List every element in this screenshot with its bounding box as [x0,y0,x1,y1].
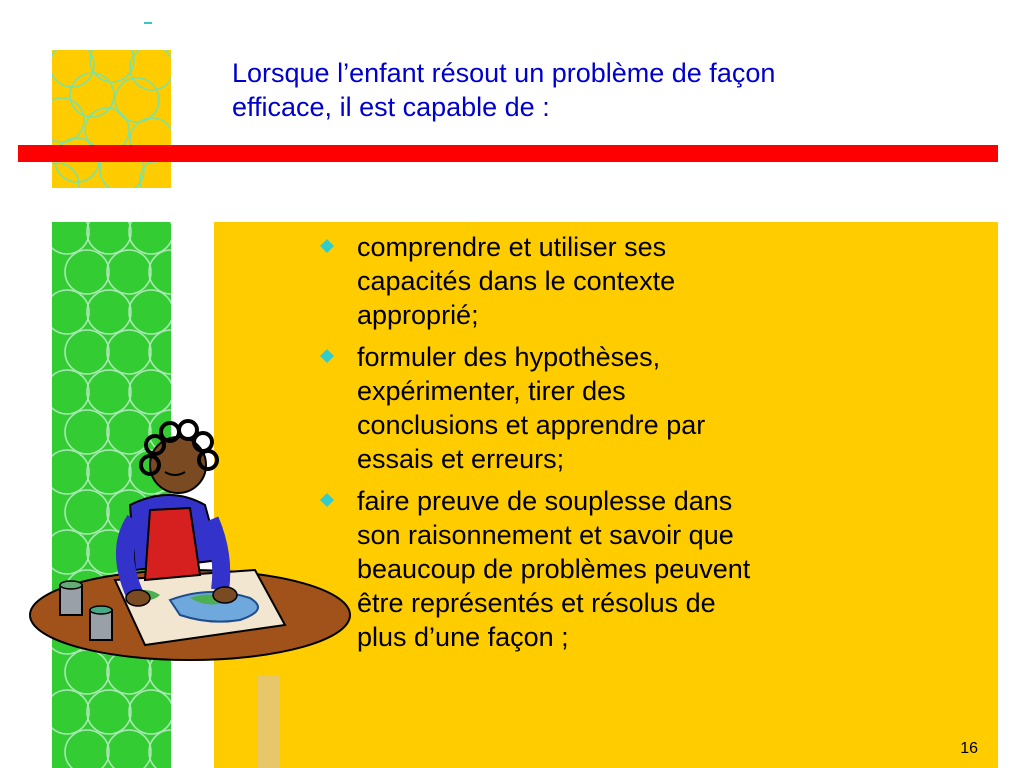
pattern-circle [87,290,131,334]
bullet-line: expérimenter, tirer des [357,376,626,406]
pattern-circle [107,330,151,374]
title-line-1: Lorsque l’enfant résout un problème de façon [232,58,776,88]
pattern-circle [87,222,131,254]
diamond-bullet-icon [320,239,334,253]
title-line-2: efficace, il est capable de : [232,92,550,122]
bullet-line: comprendre et utiliser ses [357,232,667,262]
title-underline-bar [18,145,998,162]
bullet-line: essais et erreurs; [357,444,565,474]
pattern-circle [87,690,131,734]
pattern-circle [65,730,109,768]
bullet-line: conclusions et apprendre par [357,410,706,440]
bullet-line: approprié; [357,300,479,330]
bullet-list [320,230,860,662]
bullet-line: beaucoup de problèmes peuvent [357,554,751,584]
pattern-circle [65,330,109,374]
pattern-circle [107,730,151,768]
bullet-line: formuler des hypothèses, [357,342,661,372]
list-item [320,484,860,654]
list-item [320,230,860,332]
diamond-bullet-icon [320,349,334,363]
decorative-dash [144,22,152,24]
slide-title [232,56,952,124]
pattern-circle [52,690,89,734]
child-painting-illustration [20,410,360,680]
pattern-circle [65,250,109,294]
bullet-line: être représentés et résolus de [357,588,716,618]
pattern-circle [52,222,89,254]
list-item [320,340,860,476]
pattern-circle [52,290,89,334]
pattern-circle [129,370,171,414]
bullet-line: son raisonnement et savoir que [357,520,734,550]
bullet-line: capacités dans le contexte [357,266,676,296]
decorative-yellow-circles-tile [52,50,171,188]
pattern-circle [129,222,171,254]
decorative-tan-rectangle [258,676,280,768]
pattern-circle [149,330,171,374]
circles-pattern-top [52,50,171,188]
pattern-circle [107,250,151,294]
pattern-circle [149,250,171,294]
pattern-circle [149,730,171,768]
bullet-line: faire preuve de souplesse dans [357,486,733,516]
pattern-circle [87,370,131,414]
pattern-circle [129,690,171,734]
pattern-circle [52,370,89,414]
bullet-line: plus d’une façon ; [357,622,569,652]
page-number: 16 [960,740,978,757]
pattern-circle [129,290,171,334]
